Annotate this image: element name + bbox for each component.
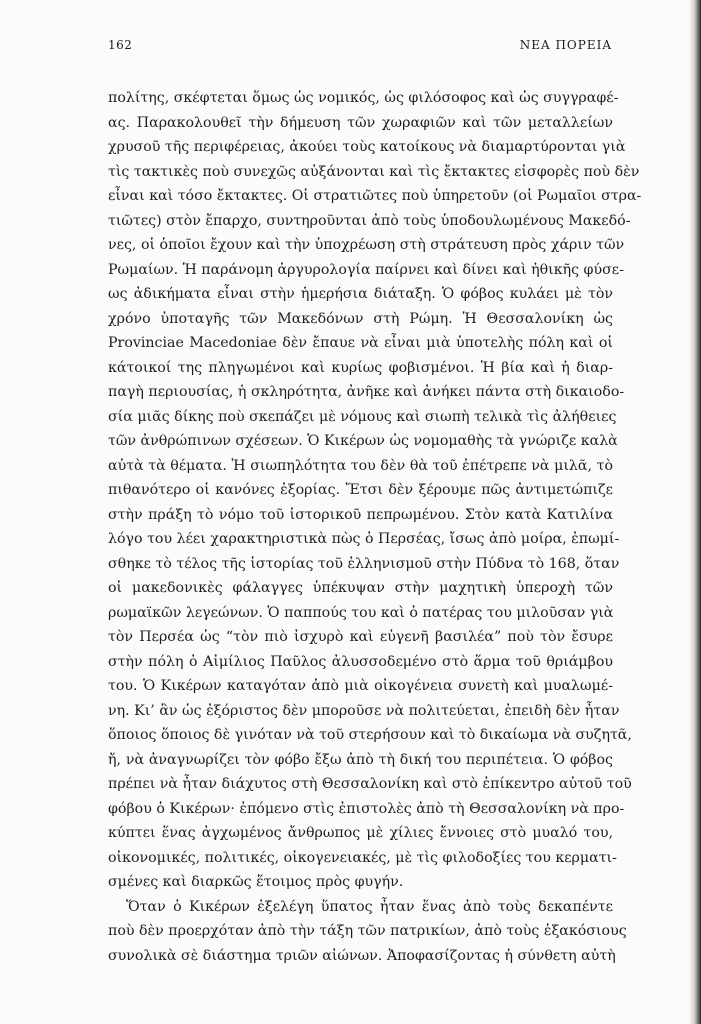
text-line: σμένες καὶ διαρκῶς ἕτοιμος πρὸς φυγήν.	[108, 874, 404, 890]
text-line: ας. Παρακολουθεῖ τὴν δήμευση τῶν χωραφιῶν καὶ τῶν μεταλλείων	[108, 114, 613, 131]
text-line: τιῶτες) στὸν ἔπαρχο, συντηροῦνται ἀπὸ τοὺς ὑποδουλωμένους Μακεδό-	[108, 212, 631, 229]
text-line: κάτοικοί της πληγωμένοι καὶ κυρίως φοβισμένοι. Ἡ βία καὶ ἡ διαρ-	[108, 359, 613, 376]
text-line: σία μιᾶς δίκης ποὺ σκεπάζει μὲ νόμους καὶ σιωπὴ τελικὰ τὶς ἀλήθειες	[108, 408, 617, 425]
text-line: τὸν Περσέα ὡς “τὸν πιὸ ἰσχυρὸ καὶ εὐγενῆ βασιλέα” ποὺ τὸν ἔσυρε	[108, 629, 613, 645]
text-line: ὅποιος ὅποιος δὲ γινόταν νὰ τοῦ στερήσουν καὶ τὸ δικαίωμα νὰ συζητᾶ,	[108, 727, 632, 743]
text-line: Provinciae Macedoniae δὲν ἔπαυε νὰ εἶναι μιὰ ὑποτελὴς πόλη καὶ οἱ	[108, 335, 613, 351]
text-line: στὴν πράξη τὸ νόμο τοῦ ἱστορικοῦ πεπρωμένου. Στὸν κατὰ Κατιλίνα	[108, 506, 613, 523]
page-number: 162	[108, 38, 133, 52]
text-line: πολίτης, σκέφτεται ὅμως ὡς νομικός, ὡς φιλόσοφος καὶ ὡς συγγραφέ-	[108, 90, 619, 106]
text-line: Ρωμαίων. Ἡ παράνομη ἀργυρολογία παίρνει καὶ δίνει καὶ ἠθικῆς φύσε-	[108, 261, 624, 278]
text-line: αὐτὰ τὰ θέματα. Ἡ σιωπηλότητα του δὲν θὰ τοῦ ἐπέτρεπε νὰ μιλᾶ, τὸ	[108, 457, 613, 474]
text-line: οἱ μακεδονικὲς φάλαγγες ὑπέκυψαν στὴν μαχητικὴ ὑπεροχὴ τῶν	[108, 580, 613, 596]
text-line: οἰκονομικές, πολιτικές, οἰκογενειακές, μὲ τὶς φιλοδοξίες του κερματι-	[108, 849, 617, 866]
text-line: λόγο του λέει χαρακτηριστικὰ πὼς ὁ Περσέας, ἴσως ἀπὸ μοίρα, ἐπωμί-	[108, 531, 620, 547]
paragraph	[108, 86, 642, 895]
text-line: Ὅταν ὁ Κικέρων ἐξελέγη ὕπατος ἦταν ἕνας ἀπὸ τοὺς δεκαπέντε	[126, 898, 613, 915]
text-line: νη. Κι’ ἂν ὡς ἐξόριστος δὲν μποροῦσε νὰ πολιτεύεται, ἐπειδὴ δὲν ἦταν	[108, 702, 620, 719]
text-line: ποὺ δὲν προερχόταν ἀπὸ τὴν τάξη τῶν πατρικίων, ἀπὸ τοὺς ἑξακόσιους	[108, 923, 627, 939]
body-text	[108, 86, 642, 968]
text-line: παγὴ περιουσίας, ἡ σκληρότητα, ἀνῆκε καὶ ἀνήκει πάντα στὴ δικαιοδο-	[108, 384, 625, 400]
text-line: φόβου ὁ Κικέρων· ἐπόμενο στὶς ἐπιστολὲς ἀπὸ τὴ Θεσσαλονίκη νὰ προ-	[108, 800, 625, 817]
paragraph	[108, 895, 627, 969]
text-line: κύπτει ἕνας ἀγχωμένος ἄνθρωπος μὲ χίλιες ἔννοιες στὸ μυαλό του,	[108, 825, 613, 841]
text-line: νες, οἱ ὁποῖοι ἔχουν καὶ τὴν ὑποχρέωση στὴ στράτευση πρὸς χάριν τῶν	[108, 237, 625, 253]
text-line: σθηκε τὸ τέλος τῆς ἱστορίας τοῦ ἑλληνισμοῦ στὴν Πύδνα τὸ 168, ὅταν	[108, 555, 620, 572]
text-line: πιθανότερο οἱ κανόνες ἐξορίας. Ἔτσι δὲν ξέρουμε πῶς ἀντιμετώπιζε	[108, 482, 613, 498]
text-line: τῶν ἀνθρώπινων σχέσεων. Ὁ Κικέρων ὡς νομομαθὴς τὰ γνώριζε καλὰ	[108, 433, 618, 449]
page-edge-shadow	[689, 0, 701, 1024]
text-line: εἶναι καὶ τόσο ἔκτακτες. Οἱ στρατιῶτες ποὺ ὑπηρετοῦν (οἱ Ρωμαῖοι στρα-	[108, 188, 642, 204]
text-line: του. Ὁ Κικέρων καταγόταν ἀπὸ μιὰ οἰκογένεια συνετὴ καὶ μυαλωμέ-	[108, 678, 613, 694]
text-line: ἤ, νὰ ἀναγνωρίζει τὸν φόβο ἔξω ἀπὸ τὴ δική του περιπέτεια. Ὁ φόβος	[108, 751, 613, 768]
running-title: ΝΕΑ ΠΟΡΕΙΑ	[519, 38, 612, 52]
text-line: στὴν πόλη ὁ Αἰμίλιος Παῦλος ἀλυσσοδεμένο στὸ ἅρμα τοῦ θριάμβου	[108, 653, 613, 670]
text-line: τὶς τακτικὲς ποὺ συνεχῶς αὐξάνονται καὶ τὶς ἔκτακτες εἰσφορὲς ποὺ δὲν	[108, 163, 640, 180]
text-line: ρωμαϊκῶν λεγεώνων. Ὁ παππούς του καὶ ὁ πατέρας του μιλοῦσαν γιὰ	[108, 604, 614, 621]
text-line: χρυσοῦ τῆς περιφέρειας, ἀκούει τοὺς κατοίκους νὰ διαμαρτύρονται γιὰ	[108, 139, 626, 155]
page-header	[108, 38, 612, 58]
text-line: χρόνο ὑποταγῆς τῶν Μακεδόνων στὴ Ρώμη. Ἡ Θεσσαλονίκη ὡς	[108, 310, 613, 327]
text-line: πρέπει νὰ ἦταν διάχυτος στὴ Θεσσαλονίκη καὶ στὸ ἐπίκεντρο αὐτοῦ τοῦ	[108, 776, 632, 792]
text-line: συνολικὰ σὲ διάστημα τριῶν αἰώνων. Ἀποφασίζοντας ἡ σύνθετη αὐτὴ	[108, 947, 616, 964]
text-line: ως ἀδικήματα εἶναι στὴν ἡμερήσια διάταξη. Ὁ φόβος κυλάει μὲ τὸν	[108, 286, 613, 302]
